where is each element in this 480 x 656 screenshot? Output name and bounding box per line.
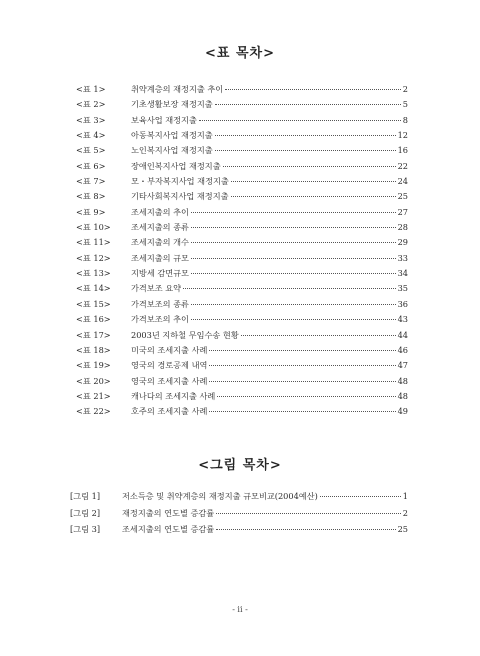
table-caption: 보육사업 재정지출: [131, 114, 197, 125]
table-caption: 가격보조 요약: [131, 283, 182, 294]
table-caption: 미국의 조세지출 사례: [131, 344, 208, 355]
figure-caption: 조세지출의 연도별 증감률: [122, 524, 215, 534]
table-caption: 기타사회복지사업 재정지출: [131, 191, 229, 202]
table-toc-entry[interactable]: [76, 82, 408, 97]
table-page-number: 5: [402, 99, 408, 110]
table-page-number: 33: [397, 252, 408, 263]
table-toc-entry[interactable]: [76, 113, 408, 128]
figure-label: [그림 2]: [70, 507, 101, 518]
table-toc-entry[interactable]: [76, 97, 408, 112]
dot-leader: [209, 411, 395, 412]
figure-caption: 저소득층 및 취약계층의 재정지출 규모비교(2004예산): [122, 491, 318, 501]
dot-leader: [199, 120, 401, 121]
dot-leader: [217, 396, 395, 397]
dot-leader: [191, 304, 396, 305]
dot-leader: [215, 150, 396, 151]
table-caption: 호주의 조세지출 사례: [131, 406, 208, 417]
figures-toc-title: <그림 목차>: [198, 458, 282, 473]
dot-leader: [215, 104, 401, 105]
table-toc-entry[interactable]: [76, 143, 408, 158]
table-page-number: 2: [402, 84, 408, 94]
table-caption: 취약계층의 재정지출 추이: [131, 84, 224, 94]
table-page-number: 46: [397, 344, 408, 355]
figures-toc-list: [70, 488, 408, 538]
table-toc-entry[interactable]: [76, 312, 408, 327]
table-caption: 가격보조의 추이: [131, 314, 189, 325]
dot-leader: [209, 365, 395, 366]
table-label: <표 2>: [76, 99, 106, 110]
table-page-number: 24: [397, 176, 408, 187]
dot-leader: [223, 166, 396, 167]
table-toc-entry[interactable]: [76, 189, 408, 204]
table-label: <표 3>: [76, 114, 106, 125]
table-label: <표 21>: [76, 390, 111, 401]
table-toc-entry[interactable]: [76, 159, 408, 174]
dot-leader: [241, 335, 396, 336]
table-caption: 가격보조의 종류: [131, 298, 189, 309]
table-label: <표 6>: [76, 160, 106, 171]
table-label: <표 14>: [76, 283, 111, 294]
figure-page-number: 1: [402, 491, 408, 501]
table-toc-entry[interactable]: [76, 328, 408, 343]
dot-leader: [216, 513, 401, 514]
figure-toc-entry[interactable]: [70, 505, 408, 522]
dot-leader: [183, 288, 396, 289]
table-label: <표 10>: [76, 222, 111, 233]
dot-leader: [209, 350, 395, 351]
table-toc-entry[interactable]: [76, 251, 408, 266]
figure-label: [그림 1]: [70, 491, 101, 501]
dot-leader: [191, 258, 396, 259]
table-toc-entry[interactable]: [76, 343, 408, 358]
table-label: <표 19>: [76, 360, 111, 371]
table-label: <표 13>: [76, 268, 111, 279]
table-label: <표 20>: [76, 375, 111, 386]
table-toc-entry[interactable]: [76, 174, 408, 189]
table-page-number: 44: [397, 329, 408, 340]
table-caption: 2003년 지하철 무임수송 현황: [131, 329, 239, 340]
dot-leader: [191, 227, 396, 228]
table-toc-entry[interactable]: [76, 374, 408, 389]
table-toc-entry[interactable]: [76, 404, 408, 419]
table-caption: 조세지출의 규모: [131, 252, 189, 263]
figure-caption: 재정지출의 연도별 증감률: [122, 507, 215, 518]
table-label: <표 22>: [76, 406, 111, 417]
table-label: <표 5>: [76, 145, 106, 156]
dot-leader: [191, 273, 396, 274]
table-page-number: 48: [397, 375, 408, 386]
table-page-number: 35: [397, 283, 408, 294]
dot-leader: [215, 135, 396, 136]
table-caption: 지방세 감면규모: [131, 268, 189, 279]
table-page-number: 29: [397, 237, 408, 248]
table-toc-entry[interactable]: [76, 128, 408, 143]
dot-leader: [231, 181, 396, 182]
table-caption: 영국의 조세지출 사례: [131, 375, 208, 386]
table-page-number: 27: [397, 206, 408, 217]
table-caption: 조세지출의 종류: [131, 222, 189, 233]
dot-leader: [225, 89, 401, 90]
page-number: - ii -: [232, 605, 248, 614]
table-toc-entry[interactable]: [76, 358, 408, 373]
table-label: <표 4>: [76, 130, 106, 141]
table-page-number: 16: [397, 145, 408, 156]
table-caption: 조세지출의 추이: [131, 206, 189, 217]
figure-page-number: 2: [402, 507, 408, 518]
dot-leader: [216, 529, 395, 530]
table-caption: 아동복지사업 재정지출: [131, 130, 213, 141]
table-label: <표 8>: [76, 191, 106, 202]
dot-leader: [191, 242, 396, 243]
tables-toc-list: [76, 82, 408, 420]
figure-toc-entry[interactable]: [70, 521, 408, 538]
tables-toc-title: <표 목차>: [205, 46, 275, 61]
table-page-number: 43: [397, 314, 408, 325]
table-page-number: 22: [397, 160, 408, 171]
table-page-number: 8: [402, 114, 408, 125]
dot-leader: [191, 212, 396, 213]
table-toc-entry[interactable]: [76, 297, 408, 312]
dot-leader: [320, 496, 401, 497]
table-caption: 영국의 경로공제 내역: [131, 360, 208, 371]
table-page-number: 12: [397, 130, 408, 141]
table-caption: 장애인복지사업 재정지출: [131, 160, 221, 171]
table-toc-entry[interactable]: [76, 220, 408, 235]
table-caption: 캐나다의 조세지출 사례: [131, 390, 216, 401]
table-label: <표 18>: [76, 344, 111, 355]
table-page-number: 36: [397, 298, 408, 309]
figure-label: [그림 3]: [70, 524, 101, 534]
figure-page-number: 25: [397, 524, 408, 534]
table-caption: 모・부자복지사업 재정지출: [131, 176, 229, 187]
table-toc-entry[interactable]: [76, 389, 408, 404]
table-page-number: 49: [397, 406, 408, 417]
table-label: <표 11>: [76, 237, 111, 248]
dot-leader: [231, 196, 396, 197]
table-caption: 조세지출의 개수: [131, 237, 189, 248]
table-label: <표 12>: [76, 252, 111, 263]
table-label: <표 1>: [76, 84, 106, 94]
figure-toc-entry[interactable]: [70, 488, 408, 505]
dot-leader: [191, 319, 396, 320]
table-caption: 기초생활보장 재정지출: [131, 99, 213, 110]
dot-leader: [209, 381, 395, 382]
table-page-number: 47: [397, 360, 408, 371]
table-label: <표 17>: [76, 329, 111, 340]
table-caption: 노인복지사업 재정지출: [131, 145, 213, 156]
table-label: <표 15>: [76, 298, 111, 309]
table-label: <표 7>: [76, 176, 106, 187]
table-toc-entry[interactable]: [76, 235, 408, 250]
table-toc-entry[interactable]: [76, 205, 408, 220]
table-page-number: 34: [397, 268, 408, 279]
table-page-number: 48: [397, 390, 408, 401]
table-label: <표 9>: [76, 206, 106, 217]
table-label: <표 16>: [76, 314, 111, 325]
table-page-number: 28: [397, 222, 408, 233]
table-toc-entry[interactable]: [76, 281, 408, 296]
table-page-number: 25: [397, 191, 408, 202]
table-toc-entry[interactable]: [76, 266, 408, 281]
